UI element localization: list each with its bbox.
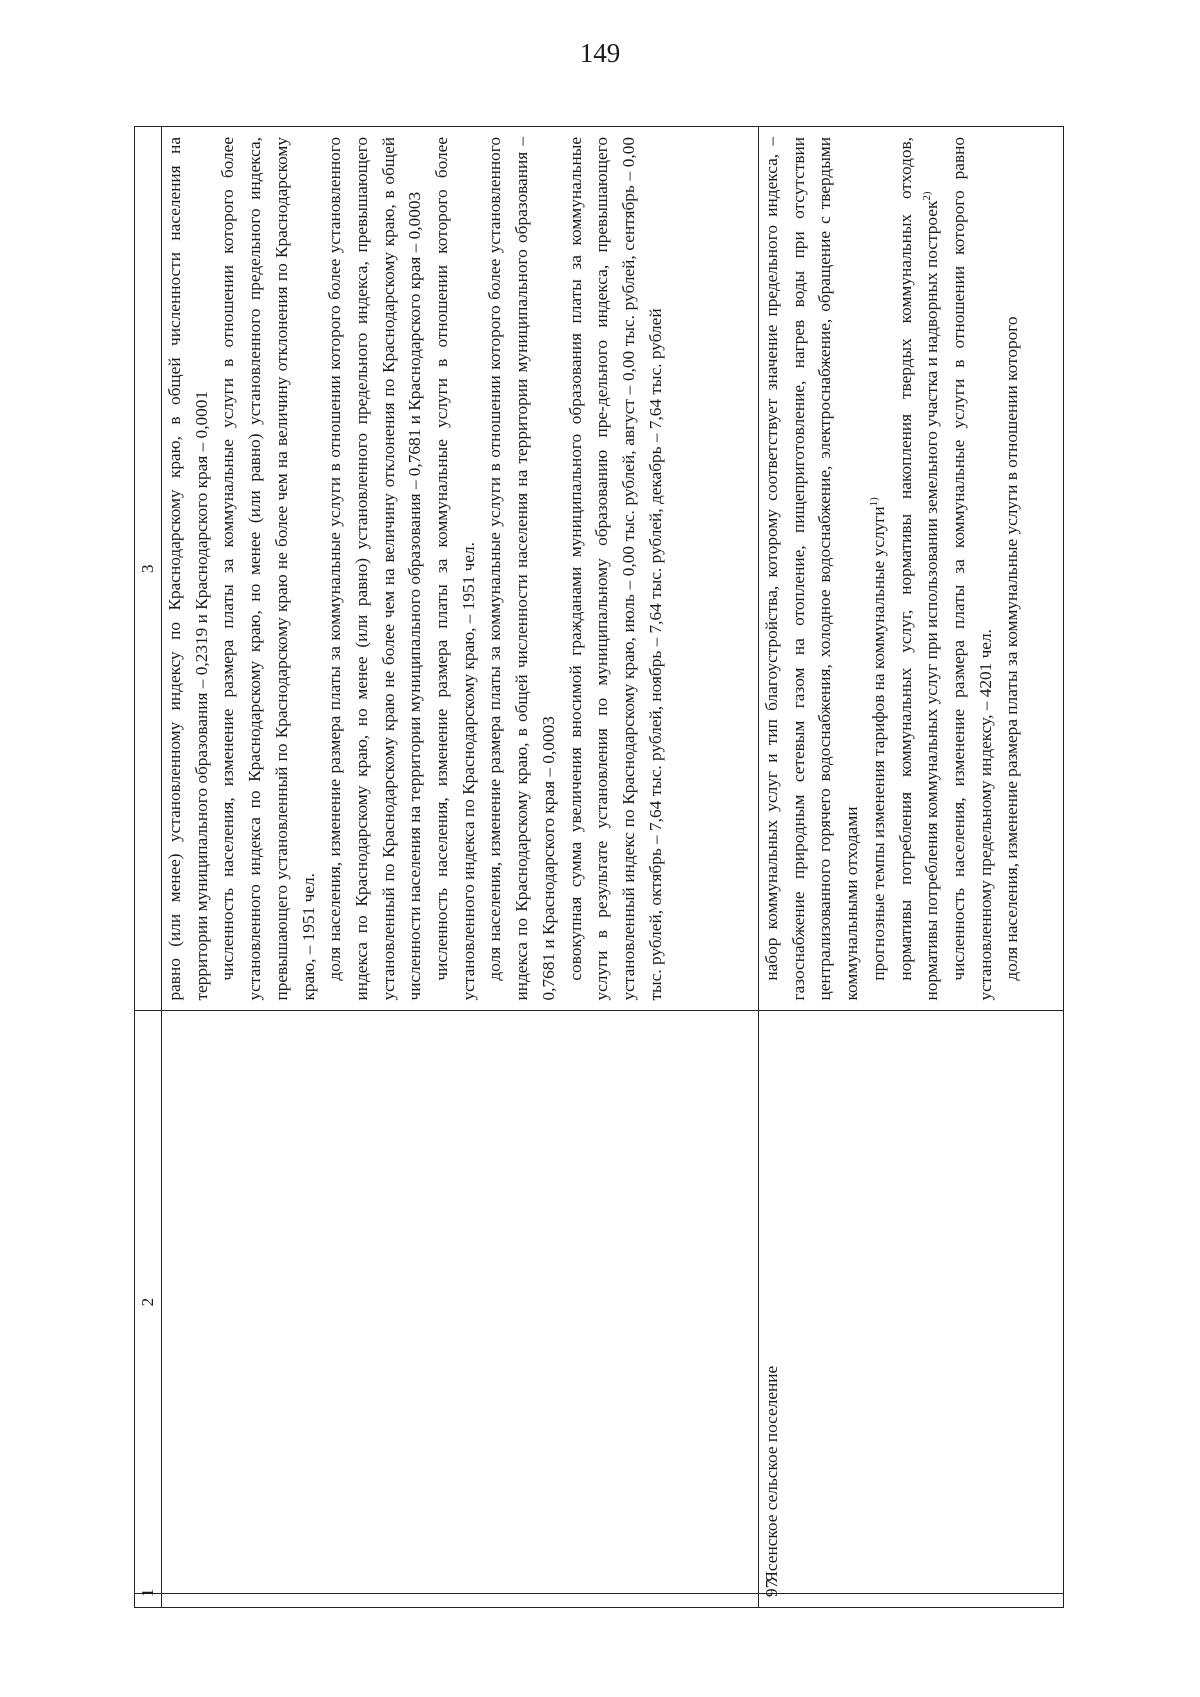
paragraph xyxy=(893,137,946,1001)
table-row-97 xyxy=(759,127,1064,1608)
row-name-cell xyxy=(162,1011,759,1593)
paragraph: доля населения, изменение размера платы за коммунальные услуги в отношении которого более установленного индекса по Краснодарскому краю, в общей численности населения на территории муниципального образования – 0,7681 и Краснодарского края – 0,0003 xyxy=(485,137,558,1001)
table-row-continued xyxy=(162,127,759,1608)
paragraph xyxy=(866,137,893,1001)
paragraph: доля населения, изменение размера платы за коммунальные услуги в отношении которого xyxy=(1002,316,1022,981)
paragraph: набор коммунальных услуг и тип благоустройства, которому соответствует значение предельного индекса, – газоснабжение природным сетевым газом на отопление, пищеприготовление, нагрев воды при отсутствии централизованного горячего водоснабжения, холодное водоснабжение, электроснабжение, обращение с твердыми коммунальными отходами xyxy=(762,137,862,1001)
indices-table xyxy=(134,126,1064,1608)
paragraph-text: нормативы потребления коммунальных услуг, нормативы накопления твердых коммунальных отходов, нормативы потребления коммунальных услуг при использовании земельного участка и надворных построек xyxy=(895,137,942,1001)
paragraph: равно (или менее) установленному индексу по Краснодарскому краю, в общей численности населения на территории муниципального образования – 0,2319 и Краснодарского края – 0,0001 xyxy=(165,137,211,1001)
table-header-row xyxy=(135,127,162,1608)
table-container xyxy=(134,126,1092,1608)
paragraph: совокупная сумма увеличения вносимой гражданами муниципального образования платы за коммунальные услуги в результате установления по муниципальному образованию пре-дельного индекса, превышающего установленный индекс по Краснодарскому краю, июль – 0,00 тыс. рублей, август – 0,00 тыс. рублей, сентябрь – 0,00 тыс. рублей, октябрь – 7,64 тыс. рублей, ноябрь – 7,64 тыс. рублей, декабрь – 7,64 тыс. рублей xyxy=(565,137,665,1001)
row-description-cell xyxy=(162,127,759,1012)
footnote-marker: 1) xyxy=(868,497,881,507)
row-number-cell xyxy=(162,1593,759,1607)
paragraph: численность населения, изменение размера платы за коммунальные услуги в отношении которого более установленного индекса по Краснодарскому краю, – 1951 чел. xyxy=(432,137,478,1001)
header-cell-2: 2 xyxy=(135,1011,162,1593)
row-name-cell: Ясенское сельское поселение xyxy=(759,1011,1064,1593)
rotated-table-frame xyxy=(134,126,1092,1608)
paragraph: численность населения, изменение размера платы за коммунальные услуги в отношении которого равно установленному предельному индексу, – 4201 чел. xyxy=(948,137,995,1001)
row-number-cell: 97 xyxy=(759,1593,1064,1607)
footnote-marker: 2) xyxy=(921,191,934,201)
header-cell-1: 1 xyxy=(135,1593,162,1607)
header-cell-3: 3 xyxy=(135,127,162,1012)
page-number: 149 xyxy=(579,38,621,68)
paragraph: численность населения, изменение размера платы за коммунальные услуги в отношении которого более установленного индекса по Краснодарскому краю, но менее (или равно) установленного предельного индекса, превышающего установленный по Краснодарскому краю не более чем на величину отклонения по Краснодарскому краю, – 1951 чел. xyxy=(218,137,318,1001)
row-description-cell xyxy=(759,127,1064,1012)
paragraph: доля населения, изменение размера платы за коммунальные услуги в отношении которого более установленного индекса по Краснодарскому краю, но менее (или равно) установленного предельного индекса, превышающего установленный по Краснодарскому краю не более чем на величину отклонения по Краснодарскому краю, в общей численности населения на территории муниципального образования – 0,7681 и Краснодарского края – 0,0003 xyxy=(325,137,425,1001)
paragraph-text: прогнозные темпы изменения тарифов на коммунальные услуги xyxy=(868,506,888,981)
